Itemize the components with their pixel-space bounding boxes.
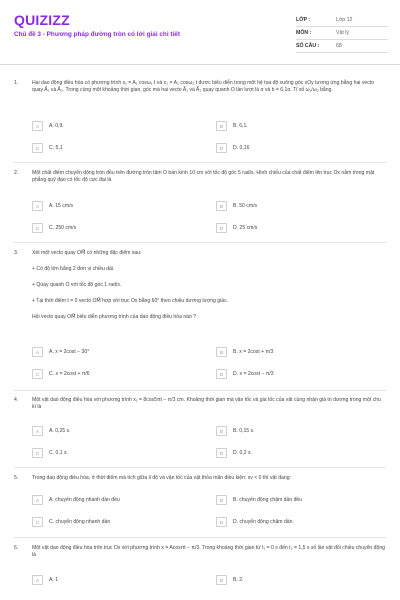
option-letter: A (32, 347, 43, 357)
option-text: C. chuyển động nhanh dần (49, 519, 111, 525)
option-b[interactable] (216, 346, 388, 358)
question-separator (14, 162, 386, 163)
option-d[interactable] (216, 516, 388, 528)
option-text: D. x = 2cost − π/3 (233, 371, 274, 377)
question-text: Xét một vecto quay OM⃗ có những đặc điểm sau: (32, 250, 142, 256)
question-number: 1. (14, 80, 19, 86)
option-letter: D (216, 143, 227, 153)
option-d[interactable] (216, 142, 388, 154)
meta-value: 68 (336, 43, 342, 49)
question-2 (14, 170, 386, 189)
meta-row-count (296, 40, 388, 53)
option-letter: B (216, 426, 227, 436)
worksheet-title: Chủ đề 3 - Phương pháp đường tròn có lời giải chi tiết (14, 31, 180, 38)
worksheet-meta (296, 14, 388, 53)
question-3 (14, 250, 386, 326)
question-5 (14, 475, 386, 487)
option-text: C. 0,1 s. (49, 450, 68, 456)
question-number: 2. (14, 170, 19, 176)
option-letter: B (216, 495, 227, 505)
option-b[interactable] (216, 574, 388, 586)
question-number: 4. (14, 397, 19, 403)
option-letter: B (216, 575, 227, 585)
quizizz-logo: QUIZIZZ (14, 12, 70, 28)
option-d[interactable] (216, 222, 388, 234)
option-text: C. 5,1 (49, 145, 63, 151)
option-a[interactable] (32, 494, 204, 506)
option-d[interactable] (216, 368, 388, 380)
option-text: D. chuyển động chậm dần. (233, 519, 294, 525)
option-letter: A (32, 495, 43, 505)
option-c[interactable] (32, 368, 204, 380)
option-letter: B (216, 347, 227, 357)
option-b[interactable] (216, 200, 388, 212)
meta-label: LỚP : (296, 17, 311, 23)
meta-row-subject (296, 27, 388, 40)
question-text: + Có độ lớn bằng 2 đơn vị chiều dài. (32, 266, 115, 272)
option-letter: B (216, 201, 227, 211)
question-text: Một vật dao động điều hòa với phương trình x₁ = 8cos5πt − π/3 cm. Khoảng thời gian mà vận tốc và gia tốc của vật cùng nhận giá trị dương trong một chu kì là (32, 397, 381, 410)
question-1 (14, 80, 386, 99)
option-text: A. 0,9. (49, 123, 64, 129)
meta-value: Vật lý (336, 30, 349, 36)
option-letter: C (32, 223, 43, 233)
header-divider (0, 64, 400, 65)
option-text: B. x = 2cost + π/3 (233, 349, 274, 355)
question-number: 3. (14, 250, 19, 256)
option-text: D. 0,2 s. (233, 450, 252, 456)
option-text: D. 0,16 (233, 145, 250, 151)
option-d[interactable] (216, 447, 388, 459)
question-text: Hai dao động điều hòa có phương trình x₁ = A₁ cosω₁ t và x₂ = A₂ cosω₂ t được biểu diễn trong một hệ tọa độ vuông góc xOy tương ứng bằng hai vecto quay A⃗₁ và A⃗₂. Trong cùng một khoảng thời gian, góc mà hai vecto A⃗₁ và A⃗₂ quay quanh O lần lượt là α và b = 6,1α. Tỉ số ω₁/ω₂ bằng (32, 80, 375, 93)
option-letter: D (216, 223, 227, 233)
question-separator (14, 242, 386, 243)
meta-row-class (296, 14, 388, 27)
option-letter: D (216, 517, 227, 527)
question-text: Một vật dao động điều hòa trên trục Ox với phương trình x = Acosπt − π/3. Trong khoảng thời gian từ t₁ = 0 s đến t₂ = 1,5 s số lần vật đổi chiều chuyển động là (32, 545, 386, 558)
option-text: C. x = 2cost + π/6 (49, 371, 90, 377)
option-letter: C (32, 448, 43, 458)
option-letter: B (216, 121, 227, 131)
meta-label: MÔN : (296, 30, 312, 36)
question-separator (14, 467, 386, 468)
option-text: B. 50 cm/s (233, 203, 258, 209)
option-text: B. 2. (233, 577, 244, 583)
meta-value: Lớp 12 (336, 17, 353, 23)
option-c[interactable] (32, 142, 204, 154)
question-text: Hỏi vecto quay OM⃗ biểu diễn phương trình của dao động điều hòa nào ? (32, 314, 197, 320)
option-a[interactable] (32, 346, 204, 358)
option-a[interactable] (32, 120, 204, 132)
question-separator (14, 390, 386, 391)
option-text: A. 1 (49, 577, 59, 583)
option-b[interactable] (216, 120, 388, 132)
option-text: C. 250 cm/s (49, 225, 77, 231)
option-letter: A (32, 426, 43, 436)
option-a[interactable] (32, 200, 204, 212)
option-letter: A (32, 121, 43, 131)
option-c[interactable] (32, 222, 204, 234)
option-letter: C (32, 369, 43, 379)
option-text: B. 0,15 s. (233, 428, 255, 434)
option-letter: C (32, 143, 43, 153)
option-letter: C (32, 517, 43, 527)
option-text: A. chuyển động nhanh dần đều (49, 497, 120, 503)
option-letter: A (32, 201, 43, 211)
question-number: 6. (14, 545, 19, 551)
option-b[interactable] (216, 425, 388, 437)
option-text: B. 6,1. (233, 123, 248, 129)
option-letter: D (216, 448, 227, 458)
option-text: B. chuyển động chậm dần đều (233, 497, 303, 503)
worksheet-header (0, 0, 400, 62)
meta-label: SỐ CÂU : (296, 43, 320, 49)
question-6 (14, 545, 386, 564)
question-separator (14, 537, 386, 538)
option-text: D. 25 cm/s (233, 225, 258, 231)
option-text: A. 15 cm/s (49, 203, 74, 209)
question-number: 5. (14, 475, 19, 481)
option-a[interactable] (32, 574, 204, 586)
question-4 (14, 397, 386, 416)
option-b[interactable] (216, 494, 388, 506)
question-text: Một chất điểm chuyển động tròn đều trên đường tròn tâm O bán kính 10 cm với tốc độ góc 5 rad/s. Hình chiếu của chất điểm lên trục Ox nằm trong mặt phẳng quỹ đạo có tốc độ cực đại là (32, 170, 375, 183)
option-letter: D (216, 369, 227, 379)
option-a[interactable] (32, 425, 204, 437)
option-c[interactable] (32, 516, 204, 528)
question-text: + Quay quanh O với tốc độ góc 1 rad/s. (32, 282, 122, 288)
question-text: Trong dao động điều hòa, ở thời điểm mà tích giữa li độ và vận tốc của vật thỏa mãn điều kiện: xv < 0 thì vật đang: (32, 475, 291, 481)
option-c[interactable] (32, 447, 204, 459)
option-letter: A (32, 575, 43, 585)
option-text: A. 0,25 s. (49, 428, 71, 434)
question-text: + Tại thời điểm t = 0 vecto OM⃗ hợp với trục Ox bằng 60° theo chiều dương lượng giác. (32, 298, 229, 304)
option-text: A. x = 2cost − 30° (49, 349, 90, 355)
